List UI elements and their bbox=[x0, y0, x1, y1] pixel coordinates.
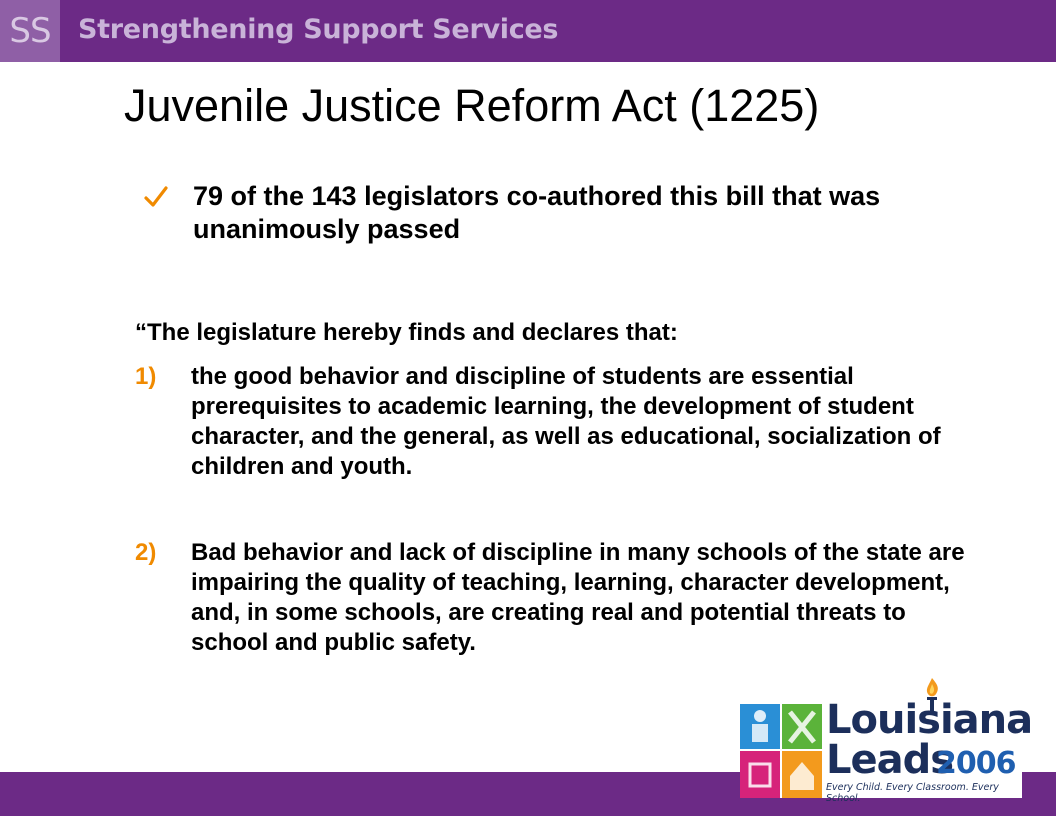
item-text: Bad behavior and lack of discipline in many schools of the state are impairing the quality of teaching, learning, character development, and, in some schools, are creating real and potential threats to school and public safety. bbox=[191, 539, 965, 656]
check-bullet-text: 79 of the 143 legislators co-authored this bill that was unanimously passed bbox=[193, 181, 881, 244]
louisiana-leads-logo bbox=[740, 676, 1033, 804]
logo-tiles-graphic bbox=[740, 704, 822, 798]
header-title: Strengthening Support Services bbox=[78, 14, 559, 45]
ss-logo-text: SS bbox=[9, 11, 51, 51]
checkmark-icon bbox=[143, 184, 169, 210]
page-title: Juvenile Justice Reform Act (1225) bbox=[124, 80, 820, 131]
header-bar bbox=[0, 0, 1056, 62]
item-number: 1) bbox=[135, 363, 157, 390]
logo-word-louisiana: Louisiana bbox=[826, 697, 1033, 743]
logo-year: 2006 bbox=[936, 746, 1016, 781]
ss-logo bbox=[0, 0, 60, 62]
logo-word-leads: Leads bbox=[826, 737, 954, 783]
quote-intro: “The legislature hereby finds and declares that: bbox=[135, 319, 678, 346]
item-number: 2) bbox=[135, 539, 157, 566]
item-text: the good behavior and discipline of students are essential prerequisites to academic learning, the development of student character, and the general, as well as educational, socialization of children and youth. bbox=[191, 363, 941, 480]
logo-tagline: Every Child. Every Classroom. Every School. bbox=[826, 782, 999, 804]
